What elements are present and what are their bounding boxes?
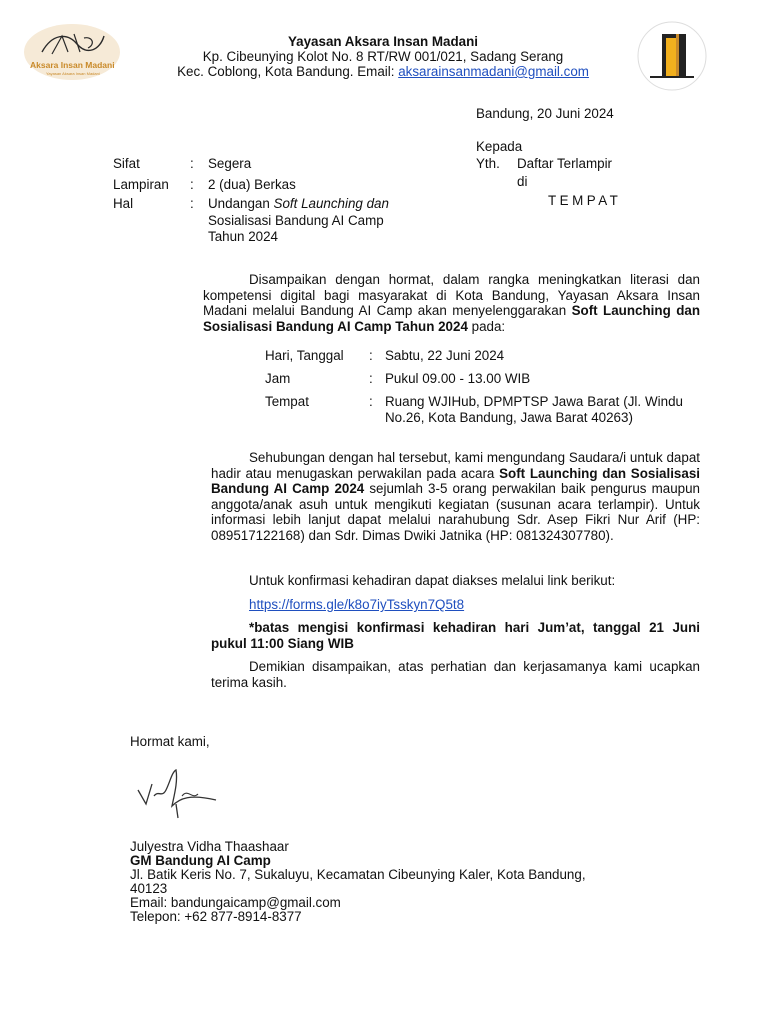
intro-text: Disampaikan dengan hormat, dalam rangka meningkatkan literasi dan kompetensi digital bagi masyarakat di Kota Bandung, Yayasan Aksara Insan Madani melalui Bandung AI Camp akan menyelenggarakan (203, 272, 700, 319)
confirmation-form-link[interactable]: https://forms.gle/k8o7iyTsskyn7Q5t8 (249, 597, 465, 612)
meta-colon: : (190, 156, 194, 171)
signatory-name: Julyestra Vidha Thaashaar (130, 839, 289, 854)
meta-value-hal (208, 196, 389, 246)
paragraph-closing: Demikian disampaikan, atas perhatian dan kerjasamanya kami ucapkan terima kasih. (211, 659, 700, 690)
detail-value-time: Pukul 09.00 - 13.00 WIB (385, 371, 531, 386)
meta-colon: : (190, 196, 194, 211)
logo-left-subtext: Yayasan Aksara Insan Madani (46, 71, 100, 76)
paragraph-confirmation: Untuk konfirmasi kehadiran dapat diakses melalui link berikut: (249, 573, 616, 588)
org-email-link[interactable]: aksarainsanmadani@gmail.com (398, 64, 589, 79)
recipient-daftar: Daftar Terlampir (517, 156, 613, 171)
meta-label-lampiran: Lampiran (113, 177, 169, 192)
org-logo-left (22, 22, 122, 82)
meta-value-sifat: Segera (208, 156, 252, 171)
org-address-line1: Kp. Cibeunying Kolot No. 8 RT/RW 001/021, Sadang Serang (202, 49, 564, 64)
detail-value-date: Sabtu, 22 Juni 2024 (385, 348, 505, 363)
meta-value-lampiran: 2 (dua) Berkas (208, 177, 296, 192)
invitation-text: Sehubungan dengan hal tersebut, kami mengundang Saudara/i untuk dapat hadir atau menugaskan perwakilan pada acara (211, 450, 700, 481)
signatory-phone: Telepon: +62 877-8914-8377 (130, 909, 302, 924)
detail-label-place: Tempat (265, 394, 309, 409)
hal-line3: Tahun 2024 (208, 229, 278, 244)
logo-left-text: Aksara Insan Madani (30, 60, 115, 70)
deadline-note: *batas mengisi konfirmasi kehadiran hari Jum’at, tanggal 21 Juni pukul 11:00 Siang WIB (211, 620, 700, 651)
meta-colon: : (190, 177, 194, 192)
org-address-line2 (140, 64, 626, 80)
detail-label-time: Jam (265, 371, 291, 386)
org-logo-right-door-icon (636, 20, 708, 92)
detail-label-date: Hari, Tanggal (265, 348, 344, 363)
meta-label-hal: Hal (113, 196, 134, 211)
hal-italic: Soft Launching dan (273, 196, 389, 211)
signature-image (132, 760, 222, 820)
org-name: Yayasan Aksara Insan Madani (287, 34, 479, 49)
intro-bold: Soft Launching dan Sosialisasi Bandung AI Camp Tahun 2024 (203, 303, 700, 334)
signatory-address1: Jl. Batik Keris No. 7, Sukaluyu, Kecamatan Cibeunying Kaler, Kota Bandung, (130, 867, 586, 882)
recipient-kepada: Kepada (476, 139, 523, 154)
letter-date: Bandung, 20 Juni 2024 (476, 106, 614, 121)
detail-colon: : (369, 348, 373, 363)
invitation-end: sejumlah 3-5 orang perwakilan baik pengurus maupun anggota/anak asuh untuk mengikuti kegiatan (susunan acara terlampir). Untuk informasi lebih lanjut dapat melalui narahubung Sdr. Asep Fikri Nur Arif (HP: 089517122168) dan Sdr. Dimas Dwiki Jatnika (HP: 081324307780). (211, 481, 700, 543)
signatory-title: GM Bandung AI Camp (130, 853, 271, 868)
hal-line2: Sosialisasi Bandung AI Camp (208, 212, 384, 228)
paragraph-invitation (211, 450, 700, 544)
recipient-yth: Yth. (476, 156, 500, 171)
detail-colon: : (369, 371, 373, 386)
meta-label-sifat: Sifat (113, 156, 140, 171)
paragraph-intro (203, 272, 700, 334)
detail-value-place: Ruang WJIHub, DPMPTSP Jawa Barat (Jl. Windu No.26, Kota Bandung, Jawa Barat 40263) (385, 394, 683, 425)
intro-end: pada: (467, 318, 506, 334)
invitation-bold: Soft Launching dan Sosialisasi Bandung AI Camp 2024 (211, 465, 700, 497)
detail-colon: : (369, 394, 373, 409)
recipient-di: di (517, 174, 528, 189)
org-address-text: Kec. Coblong, Kota Bandung. Email: (177, 64, 395, 79)
recipient-tempat: TEMPAT (548, 193, 622, 208)
sign-greeting: Hormat kami, (130, 734, 210, 749)
signatory-email: Email: bandungaicamp@gmail.com (130, 895, 341, 910)
signatory-address2: 40123 (130, 881, 168, 896)
hal-prefix: Undangan (208, 196, 274, 211)
